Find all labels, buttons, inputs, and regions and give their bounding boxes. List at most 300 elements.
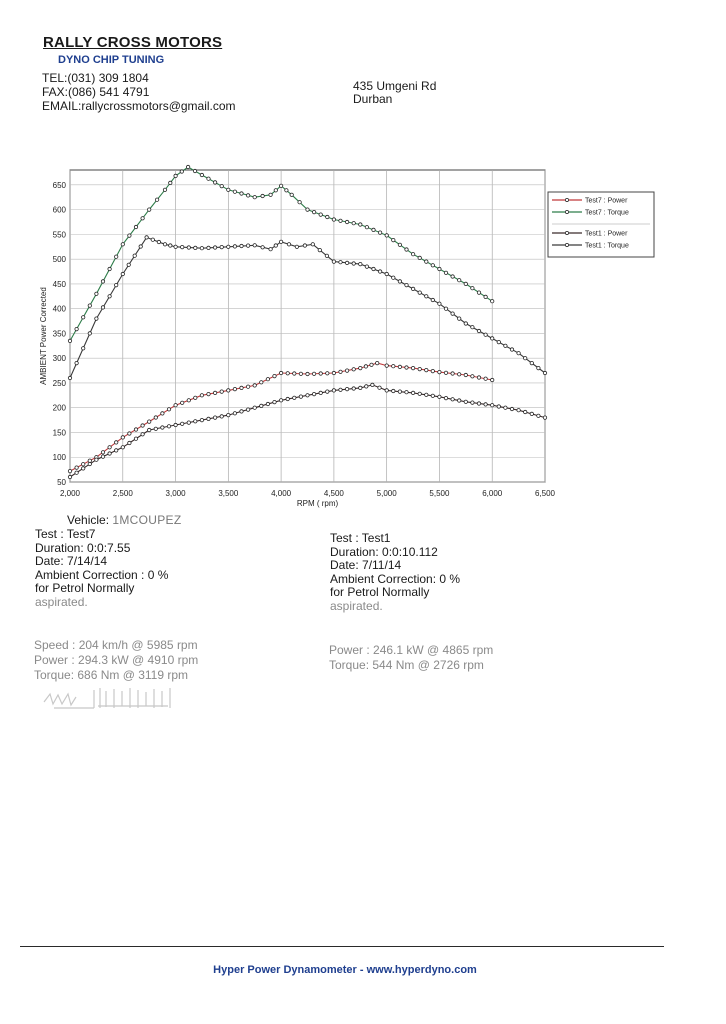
data-point xyxy=(332,218,335,221)
data-point xyxy=(194,246,197,249)
data-point xyxy=(141,424,144,427)
data-point xyxy=(484,377,487,380)
data-point xyxy=(510,348,513,351)
data-point xyxy=(148,420,151,423)
data-point xyxy=(108,452,111,455)
data-point xyxy=(517,352,520,355)
data-point xyxy=(411,287,414,290)
data-point xyxy=(141,217,144,220)
data-point xyxy=(174,423,177,426)
data-point xyxy=(134,428,137,431)
data-point xyxy=(194,420,197,423)
data-point xyxy=(233,245,236,248)
vehicle-line xyxy=(67,513,181,527)
data-point xyxy=(169,181,172,184)
data-point xyxy=(227,188,230,191)
test7-ambient: Ambient Correction : 0 % xyxy=(35,567,169,582)
data-point xyxy=(405,248,408,251)
data-point xyxy=(200,418,203,421)
data-point xyxy=(306,394,309,397)
data-point xyxy=(385,389,388,392)
data-point xyxy=(491,300,494,303)
data-point xyxy=(207,417,210,420)
data-point xyxy=(95,458,98,461)
test7-name: Test : Test7 xyxy=(35,527,96,541)
data-point xyxy=(411,253,414,256)
legend-marker xyxy=(565,231,568,234)
legend-label: Test1 : Power xyxy=(585,230,628,238)
y-tick-label: 500 xyxy=(52,255,66,265)
data-point xyxy=(524,410,527,413)
x-tick-label: 4,000 xyxy=(271,489,292,498)
data-point xyxy=(385,272,388,275)
data-point xyxy=(378,386,381,389)
data-point xyxy=(458,399,461,402)
y-tick-label: 650 xyxy=(52,180,66,190)
x-tick-label: 4,500 xyxy=(323,489,344,498)
data-point xyxy=(392,389,395,392)
data-point xyxy=(477,291,480,294)
address-city: Durban xyxy=(353,92,393,106)
data-point xyxy=(319,391,322,394)
data-point xyxy=(306,208,309,211)
data-point xyxy=(385,234,388,237)
data-point xyxy=(398,390,401,393)
data-point xyxy=(88,332,91,335)
data-point xyxy=(174,174,177,177)
data-point xyxy=(213,181,216,184)
data-point xyxy=(269,248,272,251)
data-point xyxy=(298,201,301,204)
data-point xyxy=(88,304,91,307)
data-point xyxy=(246,385,249,388)
x-tick-label: 2,000 xyxy=(59,489,81,498)
data-point xyxy=(293,372,296,375)
data-point xyxy=(213,391,216,394)
data-point xyxy=(220,390,223,393)
data-point xyxy=(371,383,374,386)
data-point xyxy=(359,366,362,369)
data-point xyxy=(471,375,474,378)
data-point xyxy=(398,243,401,246)
data-point xyxy=(497,340,500,343)
data-point xyxy=(491,378,494,381)
data-point xyxy=(75,361,78,364)
data-point xyxy=(88,459,91,462)
y-axis-title: AMBIENT Power Corrected xyxy=(39,287,48,385)
data-point xyxy=(411,366,414,369)
data-point xyxy=(319,213,322,216)
data-point xyxy=(484,295,487,298)
data-point xyxy=(261,194,264,197)
data-point xyxy=(365,385,368,388)
test1-torque: Torque: 544 Nm @ 2726 rpm xyxy=(329,658,484,672)
company-name: RALLY CROSS MOTORS xyxy=(43,34,223,51)
data-point xyxy=(269,193,272,196)
y-tick-label: 200 xyxy=(52,403,66,413)
data-point xyxy=(121,272,124,275)
data-point xyxy=(200,247,203,250)
data-point xyxy=(372,267,375,270)
data-point xyxy=(345,220,348,223)
data-point xyxy=(477,402,480,405)
data-point xyxy=(372,228,375,231)
legend-label: Test7 : Torque xyxy=(585,209,629,217)
y-tick-label: 600 xyxy=(52,205,66,215)
data-point xyxy=(233,190,236,193)
data-point xyxy=(286,372,289,375)
y-tick-label: 150 xyxy=(52,428,66,438)
data-point xyxy=(418,392,421,395)
data-point xyxy=(458,317,461,320)
data-point xyxy=(295,245,298,248)
data-point xyxy=(220,415,223,418)
data-point xyxy=(115,441,118,444)
test1-date: Date: 7/11/14 xyxy=(330,558,402,572)
company-subtitle: DYNO CHIP TUNING xyxy=(58,54,165,66)
data-point xyxy=(133,254,136,257)
data-point xyxy=(438,267,441,270)
data-point xyxy=(491,337,494,340)
data-point xyxy=(181,422,184,425)
data-point xyxy=(378,231,381,234)
data-point xyxy=(287,243,290,246)
data-point xyxy=(431,264,434,267)
data-point xyxy=(431,369,434,372)
data-point xyxy=(285,189,288,192)
data-point xyxy=(464,322,467,325)
data-point xyxy=(444,307,447,310)
test7-stats xyxy=(34,638,198,683)
data-point xyxy=(444,271,447,274)
data-point xyxy=(392,276,395,279)
data-point xyxy=(504,344,507,347)
y-tick-label: 300 xyxy=(52,354,66,364)
data-point xyxy=(451,312,454,315)
data-point xyxy=(121,243,124,246)
y-tick-label: 350 xyxy=(52,329,66,339)
data-point xyxy=(464,400,467,403)
data-point xyxy=(240,410,243,413)
data-point xyxy=(290,193,293,196)
data-point xyxy=(318,248,321,251)
data-point xyxy=(253,196,256,199)
data-point xyxy=(326,372,329,375)
data-point xyxy=(405,366,408,369)
data-point xyxy=(88,462,91,465)
y-tick-label: 450 xyxy=(52,279,66,289)
data-point xyxy=(139,245,142,248)
data-point xyxy=(101,306,104,309)
data-point xyxy=(444,371,447,374)
address-street: 435 Umgeni Rd xyxy=(353,79,437,93)
data-point xyxy=(82,316,85,319)
data-point xyxy=(431,298,434,301)
data-point xyxy=(154,427,157,430)
test7-duration: Duration: 0:0:7.55 xyxy=(35,540,131,555)
data-point xyxy=(148,428,151,431)
data-point xyxy=(181,245,184,248)
data-point xyxy=(319,372,322,375)
data-point xyxy=(194,396,197,399)
data-point xyxy=(161,412,164,415)
data-point xyxy=(332,371,335,374)
data-point xyxy=(95,292,98,295)
data-point xyxy=(431,394,434,397)
data-point xyxy=(517,409,520,412)
data-point xyxy=(326,215,329,218)
data-point xyxy=(543,371,546,374)
data-point xyxy=(385,364,388,367)
data-point xyxy=(82,463,85,466)
data-point xyxy=(537,414,540,417)
data-point xyxy=(187,399,190,402)
data-point xyxy=(325,254,328,257)
data-point xyxy=(233,387,236,390)
data-point xyxy=(82,347,85,350)
data-point xyxy=(464,373,467,376)
data-point xyxy=(75,327,78,330)
data-point xyxy=(274,244,277,247)
data-point xyxy=(352,368,355,371)
data-point xyxy=(418,291,421,294)
vehicle-value: 1MCOUPEZ xyxy=(112,513,182,527)
chart-legend xyxy=(548,192,654,257)
data-point xyxy=(392,238,395,241)
legend-label: Test7 : Power xyxy=(585,197,628,205)
data-point xyxy=(451,275,454,278)
vehicle-label: Vehicle: xyxy=(67,513,110,527)
data-point xyxy=(339,219,342,222)
legend-marker xyxy=(565,210,568,213)
data-point xyxy=(220,184,223,187)
x-tick-label: 3,000 xyxy=(165,489,186,498)
data-point xyxy=(471,287,474,290)
test1-stats xyxy=(329,643,493,673)
data-point xyxy=(458,373,461,376)
x-tick-label: 2,500 xyxy=(112,489,133,498)
data-point xyxy=(115,255,118,258)
data-point xyxy=(312,210,315,213)
test1-name: Test : Test1 xyxy=(330,531,391,545)
data-point xyxy=(425,260,428,263)
data-point xyxy=(121,436,124,439)
data-point xyxy=(405,391,408,394)
data-point xyxy=(246,244,249,247)
data-point xyxy=(246,408,249,411)
data-point xyxy=(207,246,210,249)
data-point xyxy=(240,192,243,195)
legend-marker xyxy=(565,243,568,246)
data-point xyxy=(392,365,395,368)
data-point xyxy=(181,401,184,404)
data-point xyxy=(458,279,461,282)
data-point xyxy=(187,421,190,424)
data-point xyxy=(477,329,480,332)
data-point xyxy=(127,263,130,266)
data-point xyxy=(253,384,256,387)
data-point xyxy=(299,395,302,398)
data-point xyxy=(161,426,164,429)
data-point xyxy=(108,295,111,298)
data-point xyxy=(279,371,282,374)
data-point xyxy=(438,395,441,398)
data-point xyxy=(451,372,454,375)
data-point xyxy=(163,188,166,191)
data-point xyxy=(339,388,342,391)
data-point xyxy=(352,222,355,225)
data-point xyxy=(134,437,137,440)
test7-aspiration: aspirated. xyxy=(35,594,88,609)
data-point xyxy=(365,265,368,268)
data-point xyxy=(425,368,428,371)
data-point xyxy=(174,245,177,248)
data-point xyxy=(438,370,441,373)
data-point xyxy=(484,333,487,336)
test1-ambient: Ambient Correction: 0 % xyxy=(330,571,461,586)
data-point xyxy=(155,198,158,201)
data-point xyxy=(438,302,441,305)
data-point xyxy=(279,399,282,402)
data-point xyxy=(311,243,314,246)
data-point xyxy=(200,173,203,176)
data-point xyxy=(154,416,157,419)
test7-fuel: for Petrol Normally xyxy=(35,581,135,595)
data-point xyxy=(121,446,124,449)
data-point xyxy=(364,365,367,368)
data-point xyxy=(266,378,269,381)
data-point xyxy=(246,194,249,197)
x-tick-label: 3,500 xyxy=(218,489,239,498)
data-point xyxy=(227,245,230,248)
data-point xyxy=(274,189,277,192)
data-point xyxy=(345,261,348,264)
data-point xyxy=(253,244,256,247)
x-tick-label: 5,500 xyxy=(429,489,450,498)
data-point xyxy=(370,363,373,366)
test1-fuel: for Petrol Normally xyxy=(330,585,430,599)
footer-divider xyxy=(20,946,664,947)
data-point xyxy=(180,170,183,173)
data-point xyxy=(286,397,289,400)
data-point xyxy=(207,392,210,395)
data-point xyxy=(169,244,172,247)
faded-print-artifact xyxy=(34,682,194,714)
data-point xyxy=(227,413,230,416)
test1-aspiration: aspirated. xyxy=(330,598,383,613)
test7-speed: Speed : 204 km/h @ 5985 rpm xyxy=(34,638,198,652)
data-point xyxy=(187,246,190,249)
data-point xyxy=(174,404,177,407)
data-point xyxy=(279,184,282,187)
data-point xyxy=(279,240,282,243)
fax-number: FAX:(086) 541 4791 xyxy=(42,85,150,99)
data-point xyxy=(95,317,98,320)
data-point xyxy=(193,169,196,172)
test7-date: Date: 7/14/14 xyxy=(35,554,108,568)
data-point xyxy=(240,244,243,247)
data-point xyxy=(128,441,131,444)
data-point xyxy=(213,246,216,249)
x-tick-label: 6,500 xyxy=(534,489,556,498)
data-point xyxy=(398,365,401,368)
y-tick-label: 50 xyxy=(57,478,66,487)
data-point xyxy=(293,396,296,399)
y-tick-label: 250 xyxy=(52,378,66,388)
data-point xyxy=(68,376,71,379)
data-point xyxy=(108,446,111,449)
data-point xyxy=(543,416,546,419)
data-point xyxy=(425,295,428,298)
data-point xyxy=(101,280,104,283)
data-point xyxy=(332,260,335,263)
data-point xyxy=(141,433,144,436)
test7-info xyxy=(35,528,168,609)
data-point xyxy=(303,244,306,247)
data-point xyxy=(352,387,355,390)
data-point xyxy=(477,376,480,379)
data-point xyxy=(68,475,71,478)
data-point xyxy=(200,394,203,397)
data-point xyxy=(115,449,118,452)
data-point xyxy=(418,367,421,370)
data-point xyxy=(157,240,160,243)
data-point xyxy=(261,246,264,249)
y-tick-label: 100 xyxy=(52,453,66,463)
test1-info xyxy=(330,532,460,613)
data-point xyxy=(306,372,309,375)
data-point xyxy=(464,282,467,285)
x-tick-label: 5,000 xyxy=(376,489,397,498)
data-point xyxy=(220,245,223,248)
x-tick-label: 6,000 xyxy=(482,489,503,498)
data-point xyxy=(227,389,230,392)
data-point xyxy=(82,467,85,470)
test1-power: Power : 246.1 kW @ 4865 rpm xyxy=(329,643,494,657)
data-point xyxy=(312,372,315,375)
data-point xyxy=(411,391,414,394)
data-point xyxy=(186,165,189,168)
test7-power: Power : 294.3 kW @ 4910 rpm xyxy=(34,653,199,667)
data-point xyxy=(240,386,243,389)
data-point xyxy=(530,361,533,364)
data-point xyxy=(273,400,276,403)
data-point xyxy=(167,425,170,428)
email-address: EMAIL:rallycrossmotors@gmail.com xyxy=(42,99,236,113)
data-point xyxy=(359,262,362,265)
data-point xyxy=(134,225,137,228)
data-point xyxy=(128,234,131,237)
data-point xyxy=(260,381,263,384)
data-point xyxy=(299,372,302,375)
data-point xyxy=(471,326,474,329)
data-point xyxy=(451,398,454,401)
x-axis-title: RPM ( rpm) xyxy=(296,499,339,508)
data-point xyxy=(145,236,148,239)
data-point xyxy=(260,404,263,407)
data-point xyxy=(101,451,104,454)
data-point xyxy=(359,223,362,226)
data-point xyxy=(213,416,216,419)
test7-torque: Torque: 686 Nm @ 3119 rpm xyxy=(34,668,189,682)
data-point xyxy=(359,386,362,389)
data-point xyxy=(128,432,131,435)
data-point xyxy=(504,406,507,409)
data-point xyxy=(163,243,166,246)
data-point xyxy=(345,369,348,372)
data-point xyxy=(471,401,474,404)
data-point xyxy=(378,270,381,273)
